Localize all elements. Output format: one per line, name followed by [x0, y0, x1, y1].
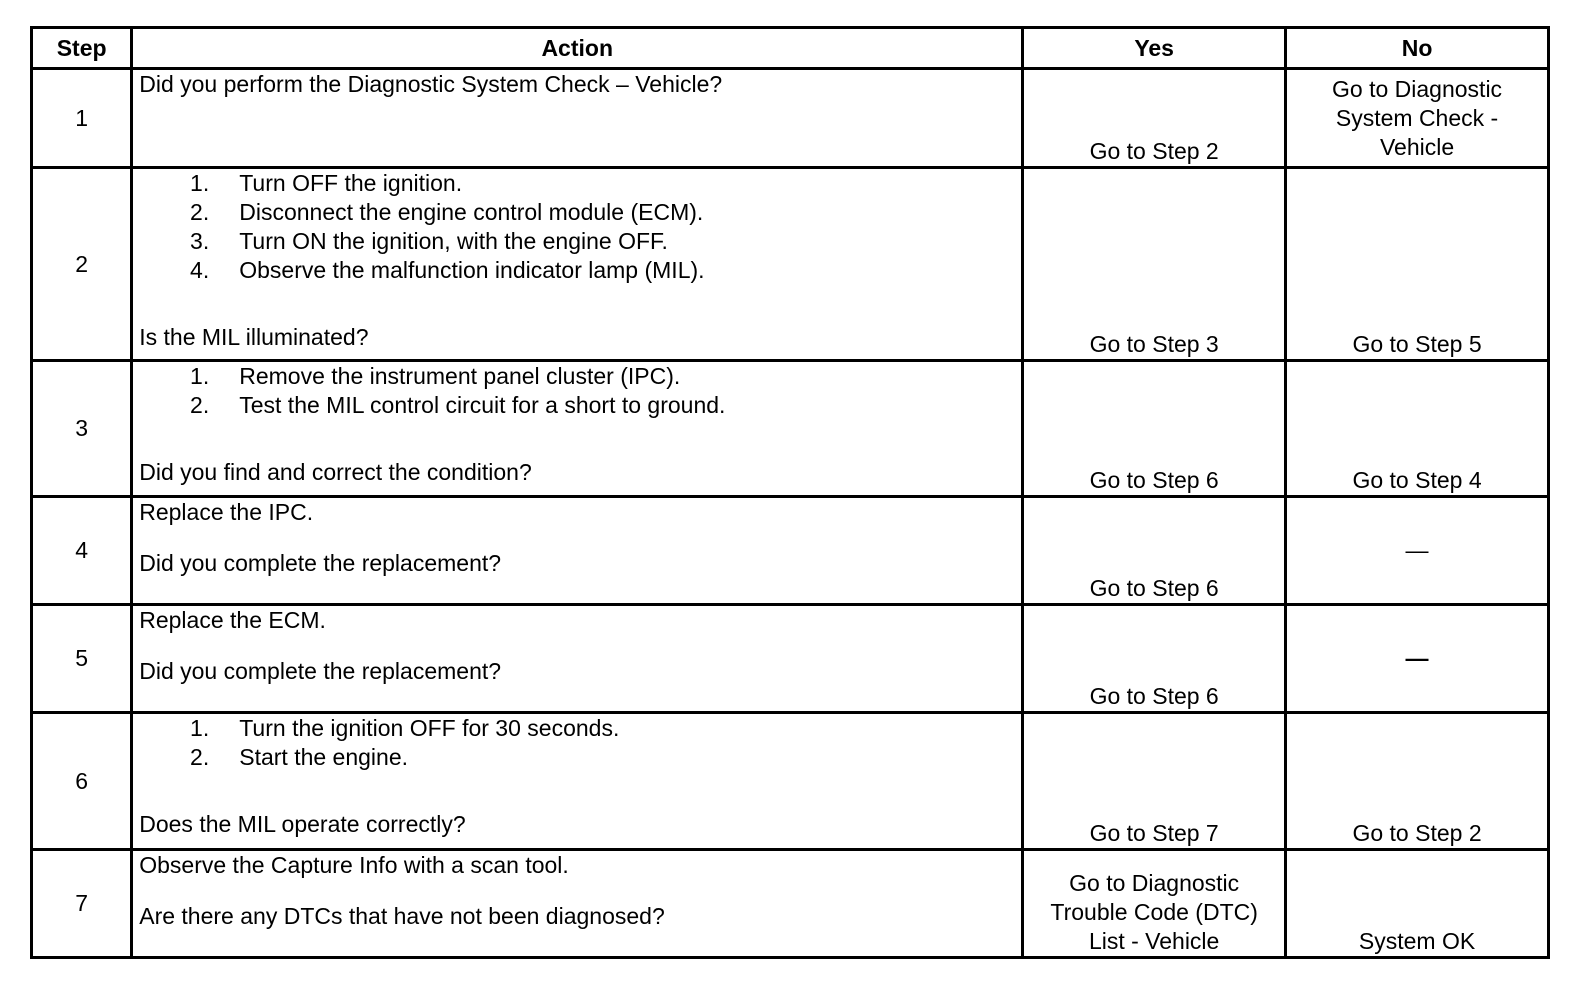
step-number: 3: [32, 361, 132, 497]
instruction-item: 2. Disconnect the engine control module (ECM).: [190, 199, 704, 225]
table-row: [32, 168, 1549, 361]
action-cell: [132, 168, 1023, 361]
header-step: Step: [32, 28, 132, 69]
instruction-item: 2. Start the engine.: [190, 744, 409, 770]
action-cell: [132, 605, 1023, 713]
header-row: [32, 28, 1549, 69]
yes-cell: Go to Step 7: [1023, 713, 1286, 850]
action-cell: [132, 69, 1023, 168]
table-row: [32, 713, 1549, 850]
instruction-item: 4. Observe the malfunction indicator lamp (MIL).: [190, 257, 705, 283]
table-row: [32, 850, 1549, 958]
no-cell: —: [1286, 605, 1549, 713]
question-text: Are there any DTCs that have not been diagnosed?: [139, 903, 665, 929]
instruction-item: 1. Turn the ignition OFF for 30 seconds.: [190, 715, 620, 741]
instruction-item: 3. Turn ON the ignition, with the engine OFF.: [190, 228, 668, 254]
statement-text: Replace the IPC.: [139, 499, 314, 525]
no-cell: —: [1286, 497, 1549, 605]
question-text: Did you complete the replacement?: [139, 658, 502, 684]
action-cell: [132, 361, 1023, 497]
step-number: 4: [32, 497, 132, 605]
question-text: Is the MIL illuminated?: [139, 324, 369, 350]
header-yes: Yes: [1023, 28, 1286, 69]
diagnostic-table: [30, 26, 1550, 959]
question-text: Did you complete the replacement?: [139, 550, 502, 576]
no-cell: Go to Step 4: [1286, 361, 1549, 497]
instruction-item: 1. Turn OFF the ignition.: [190, 170, 463, 196]
header-no: No: [1286, 28, 1549, 69]
question-text: Did you find and correct the condition?: [139, 459, 532, 485]
yes-cell: Go to Diagnostic Trouble Code (DTC) List - Vehicle: [1023, 850, 1286, 958]
question-text: Does the MIL operate correctly?: [139, 811, 466, 837]
yes-cell: Go to Step 6: [1023, 605, 1286, 713]
instruction-list: [139, 169, 1015, 285]
step-number: 7: [32, 850, 132, 958]
action-cell: [132, 713, 1023, 850]
table-row: [32, 361, 1549, 497]
no-cell: Go to Step 5: [1286, 168, 1549, 361]
step-number: 6: [32, 713, 132, 850]
step-number: 2: [32, 168, 132, 361]
table-row: [32, 69, 1549, 168]
table-row: [32, 605, 1549, 713]
header-action: Action: [132, 28, 1023, 69]
yes-cell: Go to Step 6: [1023, 497, 1286, 605]
no-cell: System OK: [1286, 850, 1549, 958]
no-cell: Go to Diagnostic System Check - Vehicle: [1286, 69, 1549, 168]
action-cell: [132, 497, 1023, 605]
action-cell: [132, 850, 1023, 958]
question-text: Did you perform the Diagnostic System Check – Vehicle?: [139, 71, 723, 97]
step-number: 5: [32, 605, 132, 713]
yes-cell: Go to Step 6: [1023, 361, 1286, 497]
instruction-item: 1. Remove the instrument panel cluster (IPC).: [190, 363, 681, 389]
step-number: 1: [32, 69, 132, 168]
instruction-list: [139, 362, 1015, 420]
statement-text: Replace the ECM.: [139, 607, 326, 633]
yes-cell: Go to Step 3: [1023, 168, 1286, 361]
yes-cell: Go to Step 2: [1023, 69, 1286, 168]
table-row: [32, 497, 1549, 605]
statement-text: Observe the Capture Info with a scan tool.: [139, 852, 569, 878]
instruction-item: 2. Test the MIL control circuit for a short to ground.: [190, 392, 726, 418]
no-cell: Go to Step 2: [1286, 713, 1549, 850]
instruction-list: [139, 714, 1015, 772]
